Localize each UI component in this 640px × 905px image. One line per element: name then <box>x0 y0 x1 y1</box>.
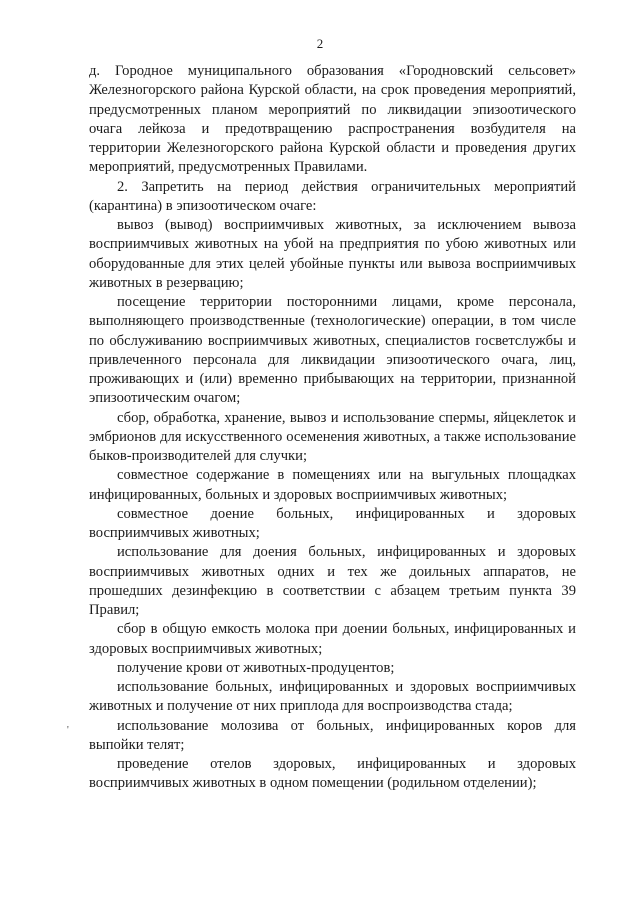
list-item: вывоз (вывод) восприимчивых животных, за исключением вывоза восприимчивых животных на убой на предприятия по убою животных или оборудованные для этих целей убойные пункты или вывоза восприимчивых животных в резервацию; <box>89 217 576 291</box>
list-item: использование больных, инфицированных и здоровых восприимчивых животных и получение от них приплода для воспроизводства стада; <box>89 679 576 715</box>
list-item: посещение территории посторонними лицами, кроме персонала, выполняющего производственные (технологические) операции, в том числе по обслуживанию восприимчивых животных, специалистов госветслужбы и привлеченного персонала для ликвидации эпизоотического очага, лиц, проживающих и (или) временно прибывающих на территории, признанной эпизоотическим очагом; <box>89 294 576 407</box>
list-item: использование молозива от больных, инфицированных коров для выпойки телят; <box>89 717 576 753</box>
list-item: сбор, обработка, хранение, вывоз и использование спермы, яйцеклеток и эмбрионов для искусственного осеменения животных, а также использование быков-производителей для случки; <box>89 409 576 464</box>
list-item: использование для доения больных, инфицированных и здоровых восприимчивых животных одних и тех же доильных аппаратов, не прошедших дезинфекцию в соответствии с абзацем третьим пункта 39 Правил; <box>89 544 576 618</box>
margin-mark: ' <box>67 725 69 736</box>
paragraph: д. Городное муниципального образования «Городновский сельсовет» Железногорского района Курской области, на срок проведения мероприятий, предусмотренных планом мероприятий по ликвидации эпизоотического очага лейкоза и предотвращению распространения возбудителя на территории Железногорского района Курской области и проведения других мероприятий, предусмотренных Правилами. <box>89 63 576 176</box>
page-number: 2 <box>316 36 324 51</box>
list-item: проведение отелов здоровых, инфицированных и здоровых восприимчивых животных в одном помещении (родильном отделении); <box>89 756 576 792</box>
list-item: совместное содержание в помещениях или на выгульных площадках инфицированных, больных и здоровых восприимчивых животных; <box>89 467 576 503</box>
document-body <box>89 62 576 794</box>
list-item: совместное доение больных, инфицированных и здоровых восприимчивых животных; <box>89 505 576 541</box>
list-item: сбор в общую емкость молока при доении больных, инфицированных и здоровых восприимчивых животных; <box>89 621 576 657</box>
list-item: получение крови от животных-продуцентов; <box>117 659 395 676</box>
paragraph: 2. Запретить на период действия ограничительных мероприятий (карантина) в эпизоотическом очаге: <box>89 178 576 214</box>
